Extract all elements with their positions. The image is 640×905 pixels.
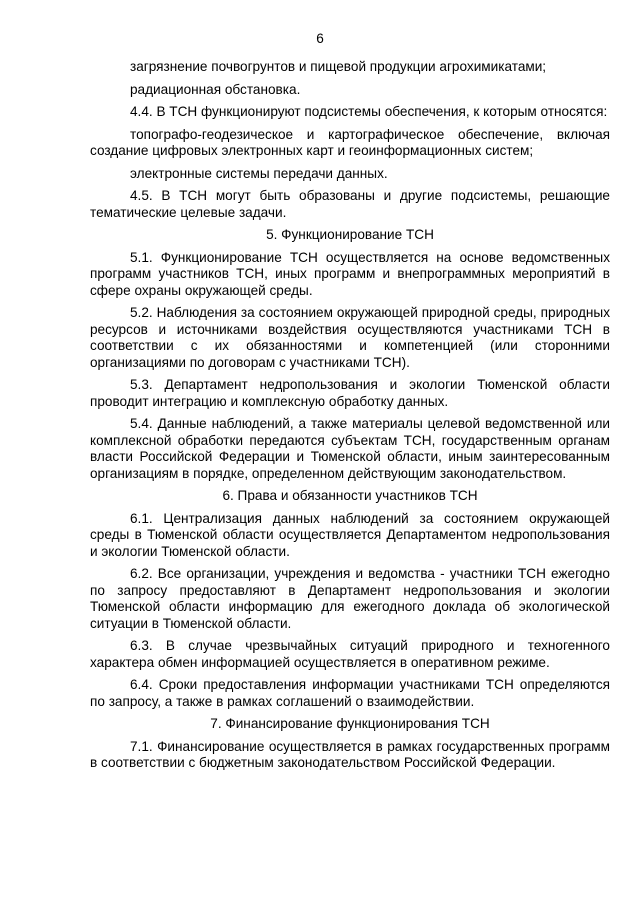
paragraph: 5.3. Департамент недропользования и экологии Тюменской области проводит интеграцию и комплексную обработку данных. [90, 377, 610, 409]
section-heading: 7. Финансирование функционирования ТСН [210, 716, 490, 731]
document-body [90, 59, 610, 778]
paragraph: топографо-геодезическое и картографическое обеспечение, включая создание цифровых электронных карт и геоинформационных систем; [90, 126, 610, 158]
paragraph: радиационная обстановка. [130, 81, 301, 97]
paragraph: 6.3. В случае чрезвычайных ситуаций природного и техногенного характера обмен информацией осуществляется в оперативном режиме. [90, 638, 610, 670]
paragraph: 5.2. Наблюдения за состоянием окружающей природной среды, природных ресурсов и источниками воздействия осуществляются участниками ТСН в соответствии с их обязанностями и компетенцией (или сторонними организациями по договорам с участниками ТСН). [90, 305, 610, 370]
page-number: 6 [316, 31, 324, 46]
section-heading: 5. Функционирование ТСН [266, 227, 434, 242]
paragraph: 5.1. Функционирование ТСН осуществляется на основе ведомственных программ участников ТСН, иных программ и внепрограммных мероприятий в сфере охраны окружающей среды. [90, 249, 610, 298]
paragraph: 6.4. Сроки предоставления информации участниками ТСН определяются по запросу, а также в рамках соглашений о взаимодействии. [90, 677, 610, 709]
paragraph: 5.4. Данные наблюдений, а также материалы целевой ведомственной или комплексной обработки передаются субъектам ТСН, государственным органам власти Российской Федерации и Тюменской области, иным заинтересованным организациям в порядке, определенном действующим законодательством. [90, 416, 610, 481]
paragraph: электронные системы передачи данных. [130, 165, 388, 181]
paragraph: 4.4. В ТСН функционируют подсистемы обеспечения, к которым относятся: [130, 104, 608, 119]
paragraph: 4.5. В ТСН могут быть образованы и другие подсистемы, решающие тематические целевые задачи. [90, 188, 610, 220]
section-heading: 6. Права и обязанности участников ТСН [222, 488, 478, 503]
paragraph: 6.2. Все организации, учреждения и ведомства - участники ТСН ежегодно по запросу предоставляют в Департамент недропользования и экологии Тюменской области информацию для ежегодного доклада об экологической ситуации в Тюменской области. [90, 566, 610, 631]
paragraph: 7.1. Финансирование осуществляется в рамках государственных программ в соответствии с бюджетным законодательством Российской Федерации. [90, 738, 610, 770]
paragraph: загрязнение почвогрунтов и пищевой продукции агрохимикатами; [130, 59, 547, 74]
paragraph: 6.1. Централизация данных наблюдений за состоянием окружающей среды в Тюменской области осуществляется Департаментом недропользования и экологии Тюменской области. [90, 510, 610, 559]
